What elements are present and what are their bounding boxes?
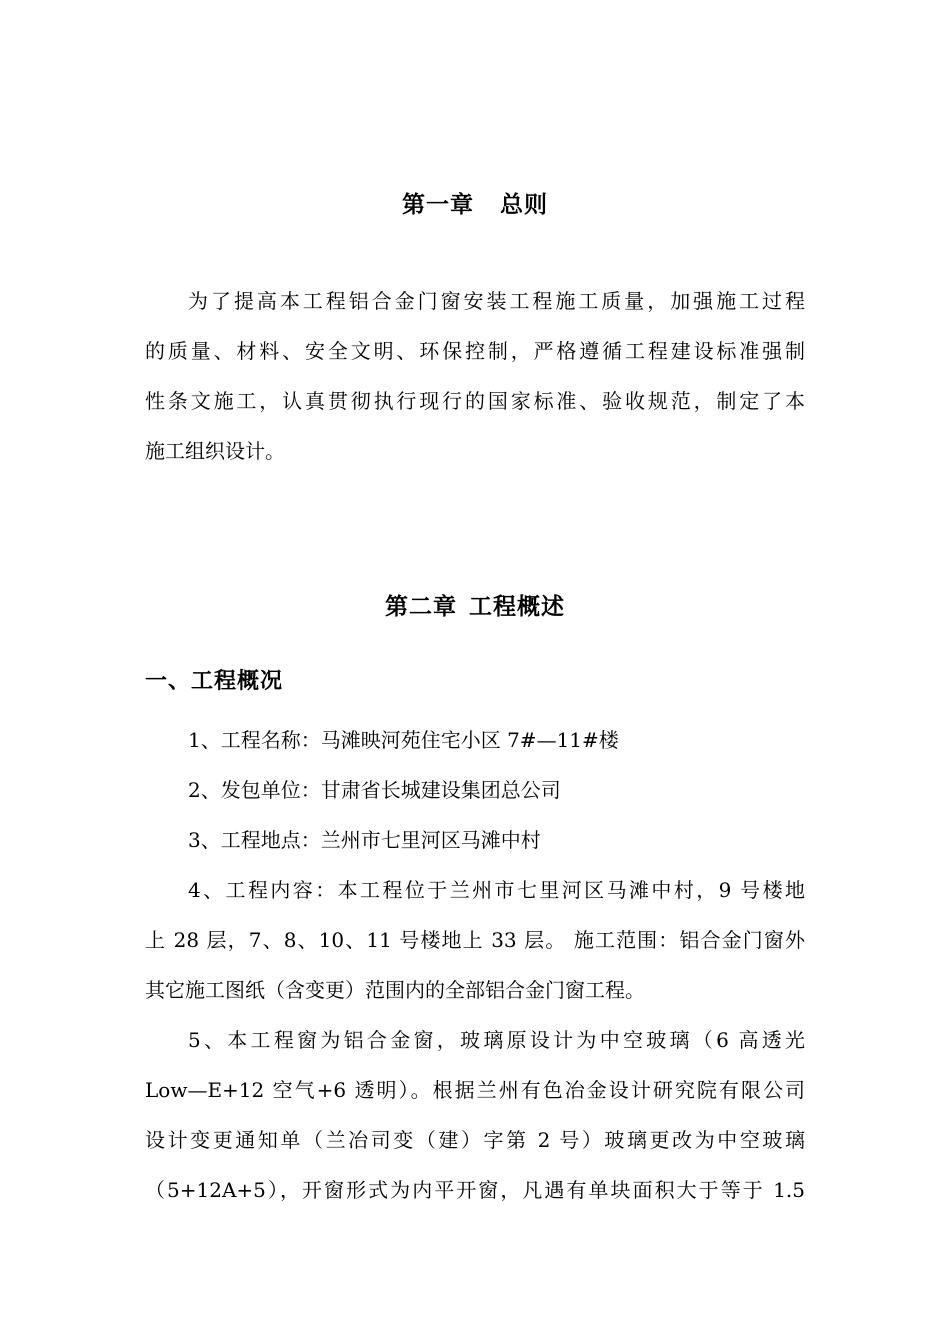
project-location-item: 3、工程地点：兰州市七里河区马滩中村: [188, 828, 541, 852]
window-spec-line: Low—E+12 空气+6 透明）。根据兰州有色冶金设计研究院有限公司: [145, 1078, 805, 1102]
chapter1-number: 第一章: [402, 191, 474, 218]
chapter2-title: [0, 588, 950, 621]
project-content-line: 4、工程内容：本工程位于兰州市七里河区马滩中村，9 号楼地: [188, 878, 805, 902]
chapter1-paragraph-line: 为了提高本工程铝合金门窗安装工程施工质量，加强施工过程: [188, 289, 805, 313]
section-title: 一、工程概况: [145, 668, 284, 694]
chapter2-number: 第二章: [385, 593, 457, 620]
project-content-line: 上 28 层，7、8、10、11 号楼地上 33 层。 施工范围：铝合金门窗外: [145, 928, 805, 952]
chapter1-name: 总则: [500, 191, 548, 218]
project-content-line: 其它施工图纸（含变更）范围内的全部铝合金门窗工程。: [145, 978, 645, 1002]
chapter1-title: [0, 186, 950, 219]
window-spec-line: （5+12A+5），开窗形式为内平开窗，凡遇有单块面积大于等于 1.5: [145, 1178, 805, 1202]
chapter2-name: 工程概述: [469, 593, 565, 620]
window-spec-line: 5、本工程窗为铝合金窗，玻璃原设计为中空玻璃（6 高透光: [188, 1028, 805, 1052]
chapter1-paragraph-line: 施工组织设计。: [145, 439, 285, 463]
project-name-item: 1、工程名称：马滩映河苑住宅小区 7#—11#楼: [188, 728, 619, 752]
contractor-item: 2、发包单位：甘肃省长城建设集团总公司: [188, 778, 561, 802]
window-spec-line: 设计变更通知单（兰冶司变（建）字第 2 号）玻璃更改为中空玻璃: [145, 1128, 805, 1152]
chapter1-paragraph-line: 性条文施工，认真贯彻执行现行的国家标准、验收规范，制定了本: [145, 389, 805, 413]
chapter1-paragraph-line: 的质量、材料、安全文明、环保控制，严格遵循工程建设标准强制: [145, 339, 805, 363]
